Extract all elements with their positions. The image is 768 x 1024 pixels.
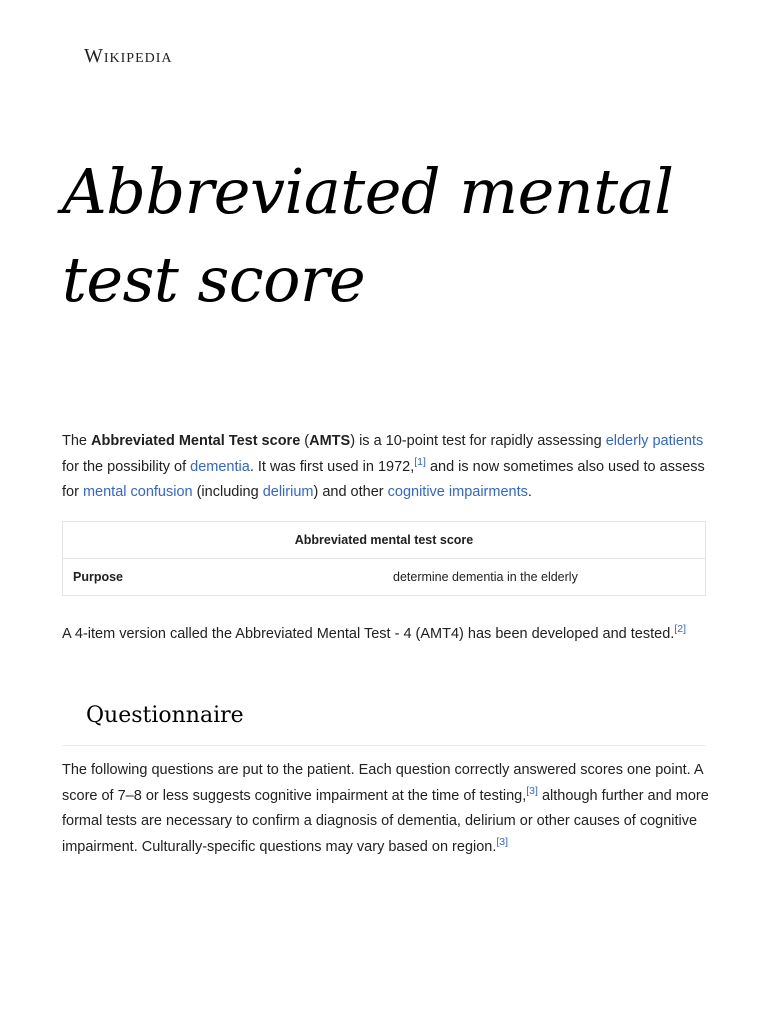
link-dementia[interactable]: dementia <box>190 458 250 475</box>
link-delirium[interactable]: delirium <box>262 484 314 500</box>
questionnaire-text: The following questions are put to the patient. Each question correctly answered scores one point. A score of 7–8 or less suggests cognitive impairment at the time of testing, <box>62 762 703 804</box>
intro-bold-abbrev: AMTS <box>309 433 351 449</box>
link-mental-confusion[interactable]: mental confusion <box>82 484 193 500</box>
intro-text: for the possibility of <box>62 458 191 475</box>
infobox-row <box>63 559 705 595</box>
link-cognitive-impairments[interactable]: cognitive impairments <box>387 484 528 500</box>
infobox-title: Abbreviated mental test score <box>63 522 705 559</box>
intro-text: . <box>527 484 532 500</box>
infobox <box>62 521 706 596</box>
questionnaire-text: although further and more formal tests are necessary to confirm a diagnosis of dementia, delirium or other causes of cognitive impairment. Culturally-specific questions may vary based on region. <box>62 787 709 855</box>
infobox-value: determine dementia in the elderly <box>393 570 578 584</box>
intro-text: ) is a 10-point test for rapidly assessing <box>350 433 606 449</box>
citation-2[interactable]: [2] <box>674 623 686 636</box>
citation-3[interactable]: [3] <box>496 835 509 848</box>
intro-paragraph <box>62 429 710 506</box>
link-elderly-patients[interactable]: elderly patients <box>605 433 704 449</box>
intro-text: . It was first used in 1972, <box>249 458 415 475</box>
amt4-text: A 4-item version called the Abbreviated Mental Test - 4 (AMT4) has been developed and tested. <box>62 626 675 642</box>
citation-1[interactable]: [1] <box>414 455 426 468</box>
infobox-label: Purpose <box>73 570 124 584</box>
intro-bold-term: Abbreviated Mental Test score <box>91 433 301 449</box>
intro-text: ) and other <box>313 484 388 500</box>
questionnaire-paragraph <box>62 758 710 860</box>
intro-text: ( <box>300 433 310 449</box>
intro-text: The <box>62 433 92 449</box>
page-title: Abbreviated mental test score <box>62 155 674 316</box>
section-heading-questionnaire[interactable]: Questionnaire <box>86 703 244 728</box>
intro-text: and is now sometimes also used to assess for <box>62 458 705 500</box>
section-divider <box>62 745 706 746</box>
citation-3[interactable]: [3] <box>526 784 538 797</box>
intro-text: (including <box>192 484 263 500</box>
wikipedia-wordmark[interactable]: Wikipedia <box>84 45 173 67</box>
amt4-paragraph <box>62 622 710 648</box>
